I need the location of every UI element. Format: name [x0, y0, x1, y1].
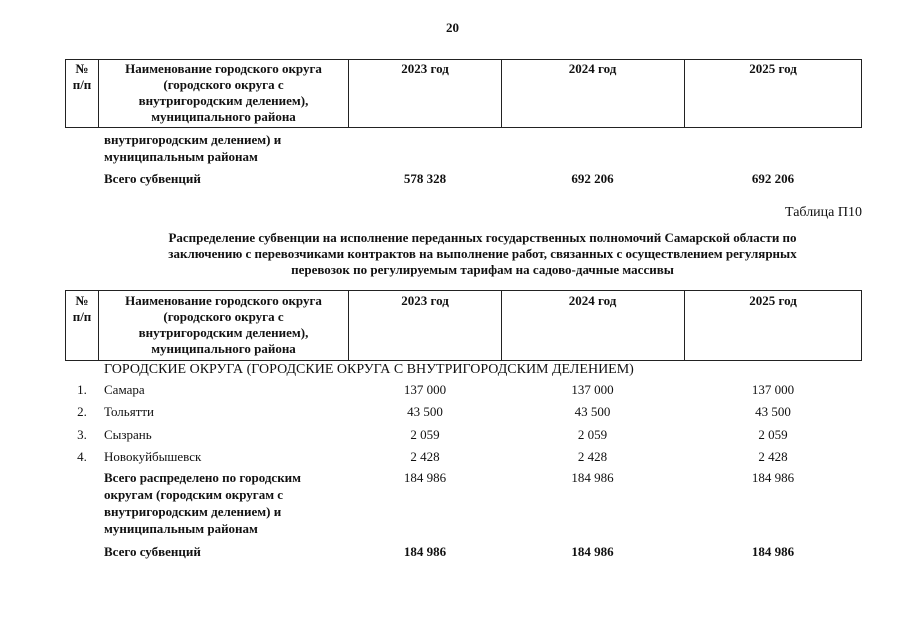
header-2024: 2024 год — [568, 293, 617, 308]
header-name: Наименование городского округа (городского округа с внутригородским делением), муниципального района — [125, 293, 322, 356]
row-2025: 2 428 — [758, 449, 788, 464]
header-name: Наименование городского округа (городского округа с внутригородским делением), муниципального района — [125, 61, 322, 124]
row-2025: 2 059 — [758, 427, 788, 442]
row-name: Новокуйбышевск — [104, 449, 202, 464]
row-2023: 2 059 — [410, 427, 440, 442]
row-name: Самара — [104, 382, 145, 397]
row-2024: 137 000 — [571, 382, 614, 397]
total-2025: 184 986 — [751, 544, 795, 559]
page-number: 20 — [446, 20, 459, 35]
distributed-2024: 184 986 — [571, 470, 614, 485]
section-heading: ГОРОДСКИЕ ОКРУГА (ГОРОДСКИЕ ОКРУГА С ВНУТРИГОРОДСКИМ ДЕЛЕНИЕМ) — [104, 362, 634, 377]
row-2024: 2 059 — [577, 427, 608, 442]
header-2024: 2024 год — [568, 61, 617, 76]
row-2025: 137 000 — [751, 382, 795, 397]
header-2025: 2025 год — [749, 61, 797, 76]
row-num: 1. — [77, 382, 87, 397]
row-num: 3. — [77, 427, 87, 442]
total-2024: 692 206 — [571, 171, 614, 186]
row-2023: 137 000 — [403, 382, 447, 397]
total-label: Всего субвенций — [104, 544, 201, 559]
header-2023: 2023 год — [401, 61, 449, 76]
total-2025: 692 206 — [751, 171, 795, 186]
header-2023: 2023 год — [401, 293, 449, 308]
row-2025: 43 500 — [755, 404, 791, 419]
table-title: Распределение субвенции на исполнение переданных государственных полномочий Самарской области по заключению с перевозчиками контрактов на выполнение работ, связанных с осуществлением регулярных перевозок по регулируемым тарифам на садово-дачные массивы — [168, 230, 797, 277]
row-num: 4. — [77, 449, 87, 464]
row-num: 2. — [77, 404, 87, 419]
row-2024: 43 500 — [574, 404, 611, 419]
continuation-text: внутригородским делением) и муниципальным районам — [104, 132, 282, 164]
row-name: Сызрань — [104, 427, 152, 442]
row-2024: 2 428 — [577, 449, 608, 464]
distributed-label: Всего распределено по городским округам (городским округам с внутригородским делением) и муниципальным районам — [104, 470, 302, 536]
row-2023: 2 428 — [410, 449, 440, 464]
table-label: Таблица П10 — [785, 205, 862, 220]
row-2023: 43 500 — [407, 404, 443, 419]
distributed-2023: 184 986 — [403, 470, 447, 485]
total-2023: 184 986 — [403, 544, 447, 559]
header-2025: 2025 год — [749, 293, 797, 308]
total-2024: 184 986 — [571, 544, 614, 559]
total-2023: 578 328 — [403, 171, 447, 186]
total-label: Всего субвенций — [104, 171, 201, 186]
header-num: № п/п — [72, 61, 92, 92]
header-num: № п/п — [72, 293, 92, 324]
row-name: Тольятти — [104, 404, 155, 419]
distributed-2025: 184 986 — [751, 470, 795, 485]
